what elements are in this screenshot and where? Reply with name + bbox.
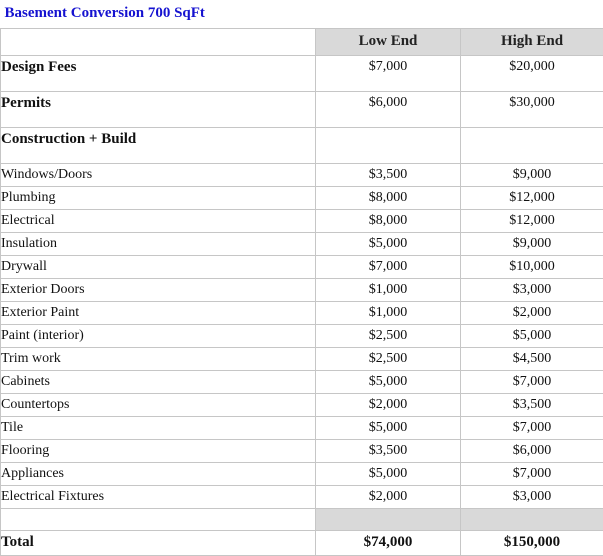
high-end-value[interactable]: $7,000 [461,462,603,485]
table-row [1,462,603,485]
low-end-value[interactable]: $2,500 [316,347,461,370]
row-label[interactable]: Total [1,530,316,555]
low-end-value[interactable] [316,508,461,530]
table-row [1,91,603,127]
empty-cell[interactable] [1,28,316,55]
table-row [1,209,603,232]
low-end-value[interactable] [316,127,461,163]
table-row [1,370,603,393]
table-row [1,416,603,439]
high-end-value[interactable]: $6,000 [461,439,603,462]
low-end-value[interactable]: $3,500 [316,439,461,462]
total-row [1,530,603,555]
table-row [1,278,603,301]
high-end-value[interactable]: $3,500 [461,393,603,416]
low-end-value[interactable]: $2,000 [316,485,461,508]
empty-cell[interactable] [461,0,603,28]
high-end-value[interactable]: $10,000 [461,255,603,278]
row-label[interactable]: Construction + Build [1,127,316,163]
empty-cell[interactable] [316,0,461,28]
table-row [1,485,603,508]
row-label[interactable] [1,508,316,530]
row-label[interactable]: Cabinets [1,370,316,393]
low-end-value[interactable]: $5,000 [316,416,461,439]
row-label[interactable]: Trim work [1,347,316,370]
title-row [1,0,603,28]
row-label[interactable]: Electrical [1,209,316,232]
low-end-value[interactable]: $8,000 [316,209,461,232]
column-header-low-end[interactable]: Low End [316,28,461,55]
low-end-value[interactable]: $74,000 [316,530,461,555]
table-row [1,127,603,163]
high-end-value[interactable]: $3,000 [461,278,603,301]
row-label[interactable]: Appliances [1,462,316,485]
row-label[interactable]: Tile [1,416,316,439]
low-end-value[interactable]: $5,000 [316,370,461,393]
spacer-row [1,508,603,530]
high-end-value[interactable]: $9,000 [461,163,603,186]
high-end-value[interactable]: $150,000 [461,530,603,555]
low-end-value[interactable]: $2,000 [316,393,461,416]
low-end-value[interactable]: $1,000 [316,301,461,324]
table-row [1,301,603,324]
row-label[interactable]: Electrical Fixtures [1,485,316,508]
low-end-value[interactable]: $2,500 [316,324,461,347]
low-end-value[interactable]: $6,000 [316,91,461,127]
row-label[interactable]: Paint (interior) [1,324,316,347]
table-row [1,163,603,186]
row-label[interactable]: Windows/Doors [1,163,316,186]
high-end-value[interactable]: $12,000 [461,186,603,209]
low-end-value[interactable]: $1,000 [316,278,461,301]
column-header-high-end[interactable]: High End [461,28,603,55]
header-row [1,28,603,55]
table-row [1,324,603,347]
high-end-value[interactable]: $9,000 [461,232,603,255]
row-label[interactable]: Exterior Paint [1,301,316,324]
high-end-value[interactable]: $20,000 [461,55,603,91]
high-end-value[interactable]: $12,000 [461,209,603,232]
table-row [1,439,603,462]
low-end-value[interactable]: $5,000 [316,232,461,255]
high-end-value[interactable]: $3,000 [461,485,603,508]
row-label[interactable]: Plumbing [1,186,316,209]
low-end-value[interactable]: $3,500 [316,163,461,186]
high-end-value[interactable]: $7,000 [461,416,603,439]
row-label[interactable]: Permits [1,91,316,127]
row-label[interactable]: Exterior Doors [1,278,316,301]
sheet-title[interactable]: Basement Conversion 700 SqFt [1,0,316,28]
high-end-value[interactable]: $7,000 [461,370,603,393]
table-row [1,347,603,370]
high-end-value[interactable] [461,127,603,163]
table-row [1,255,603,278]
low-end-value[interactable]: $7,000 [316,55,461,91]
high-end-value[interactable]: $5,000 [461,324,603,347]
row-label[interactable]: Flooring [1,439,316,462]
low-end-value[interactable]: $8,000 [316,186,461,209]
high-end-value[interactable] [461,508,603,530]
row-label[interactable]: Design Fees [1,55,316,91]
low-end-value[interactable]: $5,000 [316,462,461,485]
table-row [1,393,603,416]
row-label[interactable]: Countertops [1,393,316,416]
row-label[interactable]: Drywall [1,255,316,278]
high-end-value[interactable]: $2,000 [461,301,603,324]
table-row [1,186,603,209]
table-row [1,232,603,255]
high-end-value[interactable]: $30,000 [461,91,603,127]
low-end-value[interactable]: $7,000 [316,255,461,278]
table-row [1,55,603,91]
high-end-value[interactable]: $4,500 [461,347,603,370]
row-label[interactable]: Insulation [1,232,316,255]
